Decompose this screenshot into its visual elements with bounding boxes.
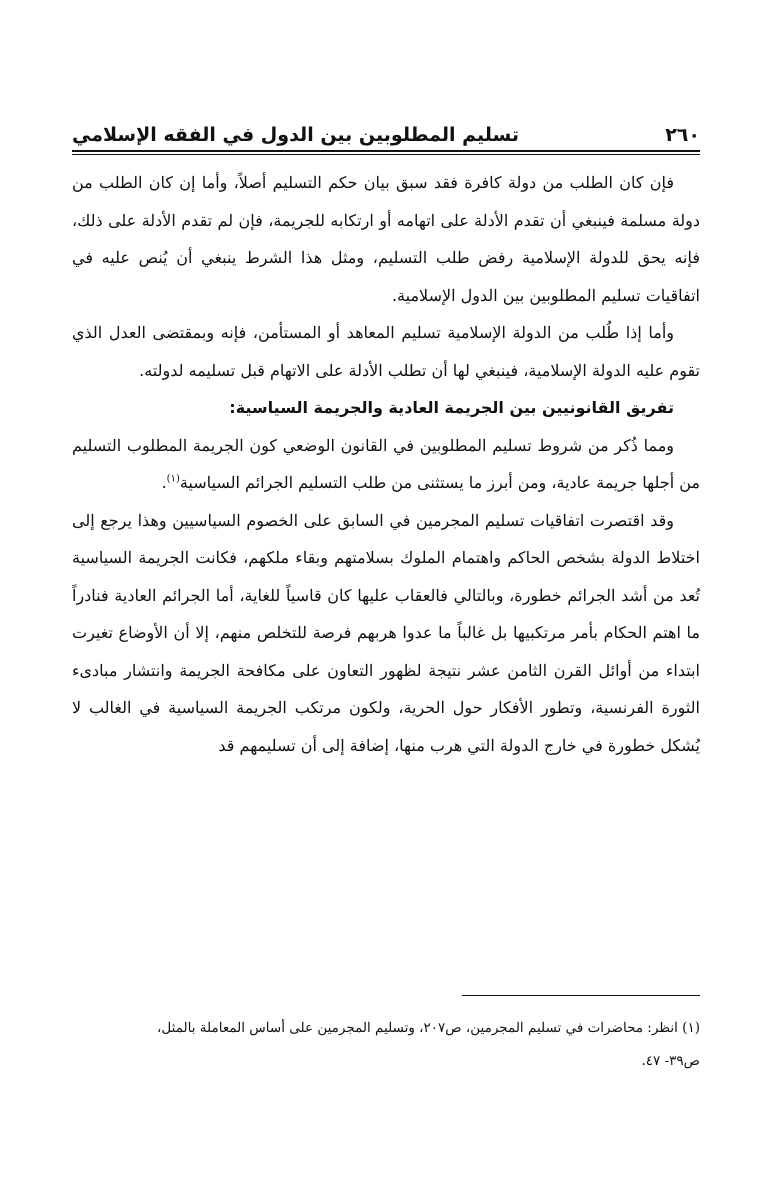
header-double-rule xyxy=(72,150,700,155)
running-title: تسليم المطلوبين بين الدول في الفقه الإسلامي xyxy=(72,124,519,146)
paragraph-3 xyxy=(72,427,700,502)
footnote-separator xyxy=(462,995,700,996)
paragraph-4: وقد اقتصرت اتفاقيات تسليم المجرمين في السابق على الخصوم السياسيين وهذا يرجع إلى اختلاط الدولة بشخص الحاكم واهتمام الملوك بسلامتهم وبقاء ملكهم، فكانت الجريمة السياسية تُعد من أشد الجرائم خطورة، وبالتالي فالعقاب عليها كان قاسياً للغاية، أما الجرائم العادية فنادراً ما اهتم الحكام بأمر مرتكبيها بل غالباً ما عدوا هربهم فرصة للتخلص منهم، إلا أن الأوضاع تغيرت ابتداء من أوائل القرن الثامن عشر نتيجة لظهور التعاون على مكافحة الجريمة وانتشار مبادىء الثورة الفرنسية، وتطور الأفكار حول الحرية، ولكون مرتكب الجريمة السياسية في الغالب لا يُشكل خطورة في خارج الدولة التي هرب منها، إضافة إلى أن تسليمهم قد xyxy=(72,510,701,755)
footnote-line-1: (١) انظر: محاضرات في تسليم المجرمين، ص٢٠٧، وتسليم المجرمين على أساس المعاملة بالمثل، xyxy=(157,1020,700,1036)
paragraph-3-end: . xyxy=(161,473,167,492)
paragraph-3-text: ومما ذُكر من شروط تسليم المطلوبين في القانون الوضعي كون الجريمة المطلوب التسليم من أجلها جريمة عادية، ومن أبرز ما يستثنى من طلب التسليم الجرائم السياسية xyxy=(72,435,700,492)
book-page xyxy=(72,0,700,1198)
paragraph-2: وأما إذا طُلب من الدولة الإسلامية تسليم المعاهد أو المستأمن، فإنه وبمقتضى العدل الذي تقوم عليه الدولة الإسلامية، فينبغي لها أن تطلب الأدلة على الاتهام قبل تسليمه لدولته. xyxy=(72,323,700,380)
paragraph-1: فإن كان الطلب من دولة كافرة فقد سبق بيان حكم التسليم أصلاً، وأما إن كان الطلب من دولة مسلمة فينبغي أن تقدم الأدلة على اتهامه أو ارتكابه للجريمة، فإن لم تقدم الأدلة على ذلك، فإنه يحق للدولة الإسلامية رفض طلب التسليم، ومثل هذا الشرط ينبغي أن يُنص عليه في اتفاقيات تسليم المطلوبين بين الدول الإسلامية. xyxy=(72,173,700,305)
page-number: ٢٦٠ xyxy=(665,124,700,146)
footnote-reference[interactable]: (١) xyxy=(166,473,180,485)
footnote xyxy=(72,1012,700,1078)
running-header xyxy=(72,110,700,146)
body-text xyxy=(72,164,700,764)
footnote-line-2: ص٣٩- ٤٧. xyxy=(641,1053,700,1069)
section-heading: تفريق القانونيين بين الجريمة العادية والجريمة السياسية: xyxy=(229,398,674,417)
